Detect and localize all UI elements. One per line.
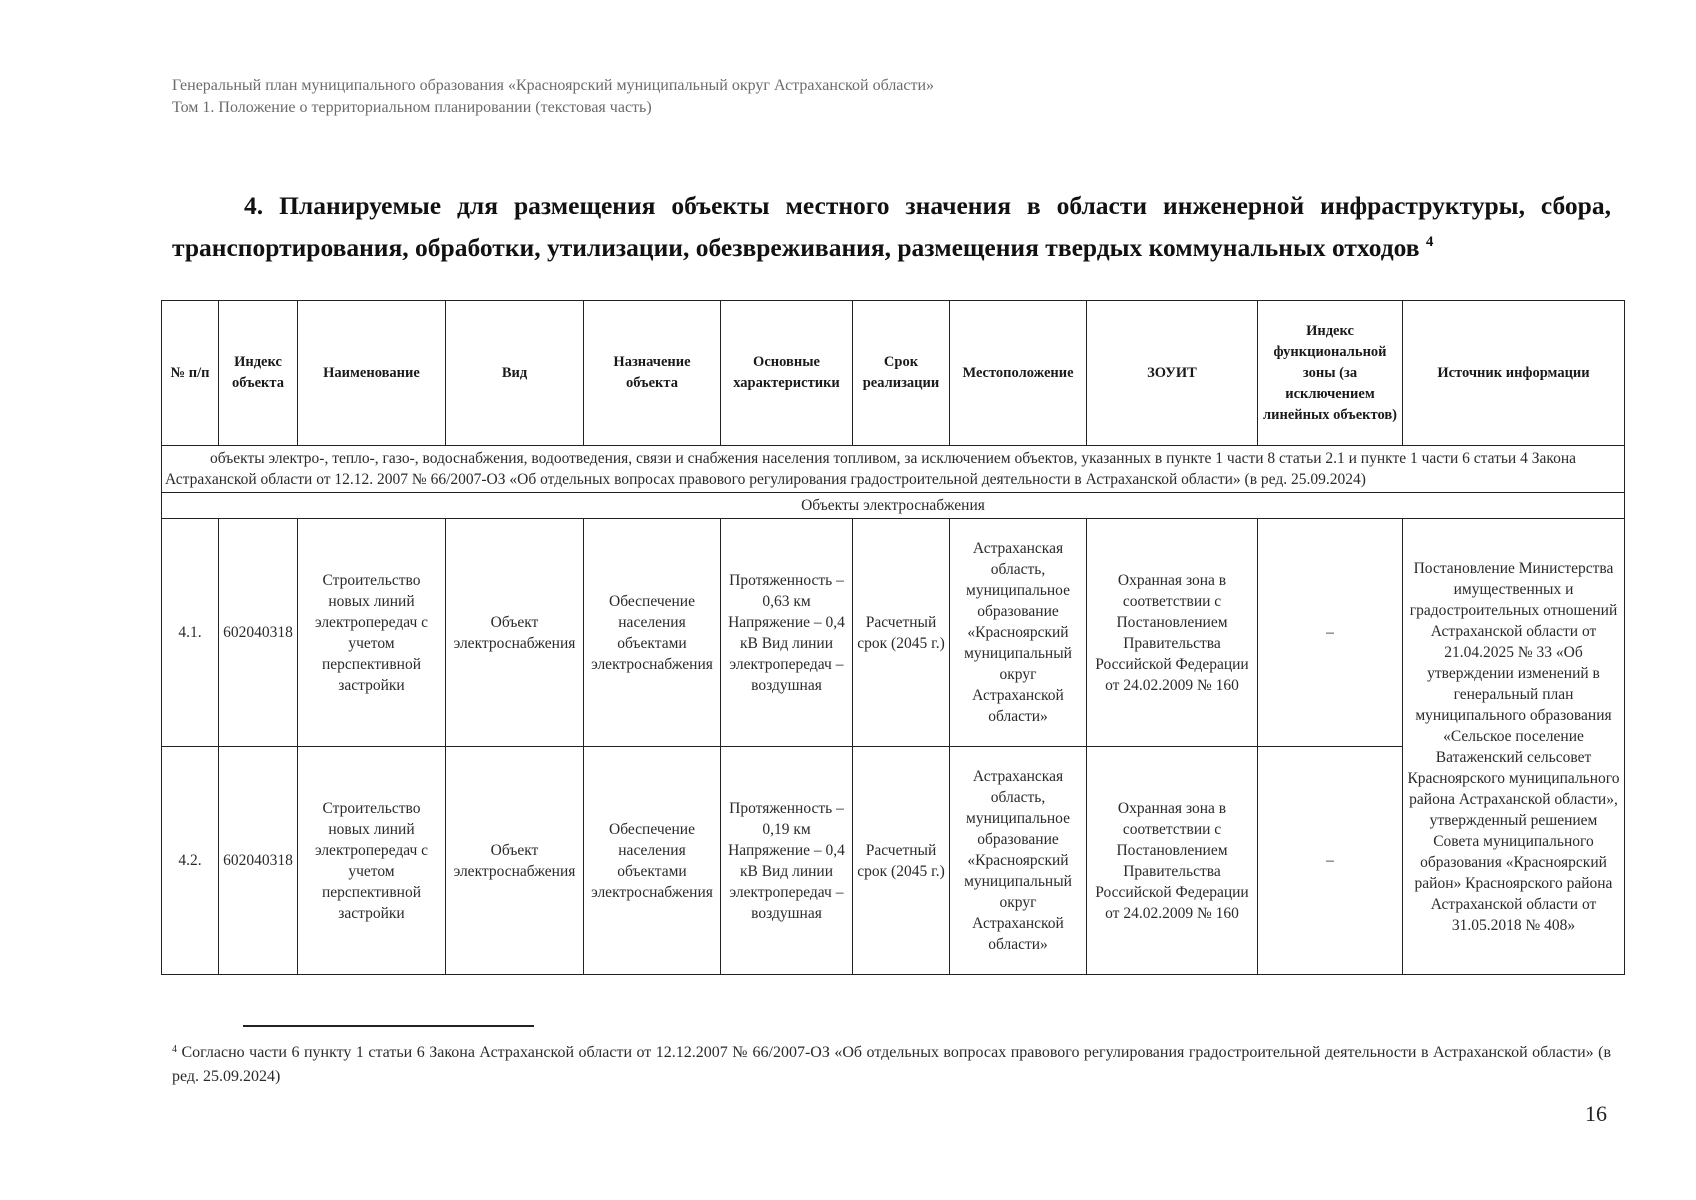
cell-source: Постановление Министерства имущественных и градостроительных отношений Астраханской области от 21.04.2025 № 33 «Об утверждении изменений в генеральный план муниципального образования «Сельское поселение Ватаженский сельсовет Красноярского муниципального района Астраханской области», утвержденный решением Совета муниципального образования «Красноярский район» Красноярского района Астраханской области от 31.05.2018 № 408» <box>1403 519 1625 975</box>
col-header-term: Срок реализации <box>853 301 950 446</box>
section-title-text: Планируемые для размещения объекты местного значения в области инженерной инфраструктуры, сбора, транспортирования, обработки, утилизации, обезвреживания, размещения твердых коммунальных отходов <box>172 191 1611 262</box>
col-header-characteristics: Основные характеристики <box>721 301 853 446</box>
cell-zone-index: – <box>1258 519 1403 747</box>
col-header-location: Местоположение <box>950 301 1087 446</box>
table-header-row <box>162 301 1625 446</box>
col-header-zone-index: Индекс функциональной зоны (за исключением линейных объектов) <box>1258 301 1403 446</box>
cell-characteristics: Протяженность – 0,63 км Напряжение – 0,4 кВ Вид линии электропередач – воздушная <box>721 519 853 747</box>
cell-name: Строительство новых линий электропередач с учетом перспективной застройки <box>298 519 446 747</box>
col-header-index: Индекс объекта <box>219 301 298 446</box>
col-header-num: № п/п <box>162 301 219 446</box>
cell-zone-index: – <box>1258 747 1403 975</box>
cell-zouit: Охранная зона в соответствии с Постановлением Правительства Российской Федерации от 24.02.2009 № 160 <box>1087 519 1258 747</box>
footnote-separator <box>243 1025 534 1027</box>
page-number: 16 <box>1585 1101 1607 1126</box>
section-footnote-ref: 4 <box>1425 234 1434 250</box>
header-line-2: Том 1. Положение о территориальном планировании (текстовая часть) <box>172 99 652 116</box>
objects-table <box>161 300 1625 975</box>
group-title: Объекты электроснабжения <box>162 493 1625 519</box>
section-number: 4. <box>244 191 264 220</box>
section-title <box>172 187 1611 266</box>
cell-location: Астраханская область, муниципальное образование «Красноярский муниципальный округ Астраханской области» <box>950 747 1087 975</box>
col-header-source: Источник информации <box>1403 301 1625 446</box>
col-header-name: Наименование <box>298 301 446 446</box>
cell-term: Расчетный срок (2045 г.) <box>853 519 950 747</box>
header-line-1: Генеральный план муниципального образования «Красноярский муниципальный округ Астраханской области» <box>172 77 935 94</box>
footnote-mark: 4 <box>172 1044 177 1055</box>
cell-name: Строительство новых линий электропередач с учетом перспективной застройки <box>298 747 446 975</box>
col-header-purpose: Назначение объекта <box>584 301 721 446</box>
col-header-kind: Вид <box>446 301 584 446</box>
cell-purpose: Обеспечение населения объектами электроснабжения <box>584 747 721 975</box>
cell-term: Расчетный срок (2045 г.) <box>853 747 950 975</box>
footnote <box>172 1038 1611 1089</box>
cell-num: 4.1. <box>162 519 219 747</box>
cell-zouit: Охранная зона в соответствии с Постановлением Правительства Российской Федерации от 24.02.2009 № 160 <box>1087 747 1258 975</box>
cell-characteristics: Протяженность – 0,19 км Напряжение – 0,4 кВ Вид линии электропередач – воздушная <box>721 747 853 975</box>
category-row <box>162 446 1625 493</box>
cell-location: Астраханская область, муниципальное образование «Красноярский муниципальный округ Астраханской области» <box>950 519 1087 747</box>
cell-kind: Объект электроснабжения <box>446 747 584 975</box>
category-cell: объекты электро-, тепло-, газо-, водоснабжения, водоотведения, связи и снабжения населения топливом, за исключением объектов, указанных в пункте 1 части 8 статьи 2.1 и пункте 1 части 6 статьи 4 Закона Астраханской области от 12.12. 2007 № 66/2007-ОЗ «Об отдельных вопросах правового регулирования градостроительной деятельности в Астраханской области» (в ред. 25.09.2024) <box>162 446 1625 493</box>
cell-num: 4.2. <box>162 747 219 975</box>
document-header <box>172 75 934 119</box>
cell-index: 602040318 <box>219 747 298 975</box>
footnote-text: Согласно части 6 пункту 1 статьи 6 Закона Астраханской области от 12.12.2007 № 66/2007-ОЗ «Об отдельных вопросах правового регулирования градостроительной деятельности в Астраханской области» (в ред. 25.09.2024) <box>172 1044 1612 1085</box>
cell-kind: Объект электроснабжения <box>446 519 584 747</box>
cell-purpose: Обеспечение населения объектами электроснабжения <box>584 519 721 747</box>
table-row <box>162 519 1625 747</box>
cell-index: 602040318 <box>219 519 298 747</box>
group-row <box>162 493 1625 519</box>
col-header-zouit: ЗОУИТ <box>1087 301 1258 446</box>
